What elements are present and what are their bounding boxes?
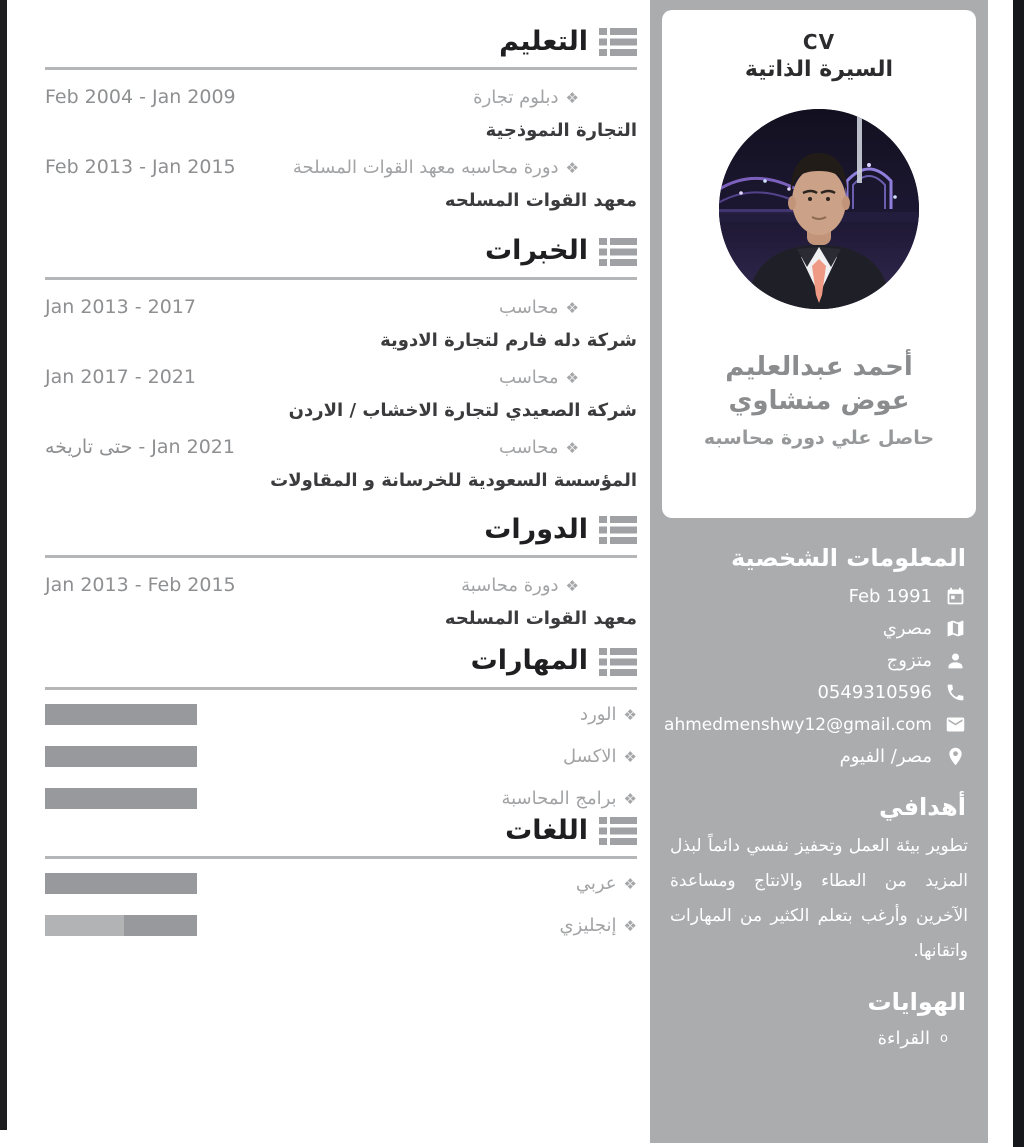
skill-label (563, 746, 637, 767)
language-row (45, 915, 637, 936)
info-row-email[interactable] (664, 714, 966, 735)
envelope-icon (945, 714, 966, 735)
language-level-fill (45, 873, 197, 894)
screen-edge-right (1013, 0, 1024, 1147)
skill-label-text: برامج المحاسبة (501, 787, 617, 809)
item-date: Jan 2017 - 2021 (45, 365, 196, 388)
info-row-birthdate (672, 586, 966, 607)
email-value[interactable]: ahmedmenshwy12@gmail.com (664, 714, 932, 735)
marital-status-value: متزوج (886, 650, 932, 671)
diamond-bullet-icon: ❖ (565, 577, 579, 596)
person-icon (945, 650, 966, 671)
section-skills (45, 643, 637, 808)
skill-label-text: الاكسل (563, 745, 617, 767)
diamond-bullet-icon: ❖ (623, 917, 637, 936)
item-title (473, 87, 579, 108)
cv-main-column (45, 0, 637, 936)
skill-level-bar (45, 788, 197, 809)
item-title-text: محاسب (499, 296, 559, 318)
location-icon (945, 746, 966, 767)
item-date: Feb 2013 - Jan 2015 (45, 156, 236, 179)
language-level-bar (45, 915, 197, 936)
person-name: أحمد عبدالعليم عوض منشاوي (725, 352, 913, 416)
section-title: المهارات (470, 645, 588, 677)
item-title (499, 437, 579, 458)
item-title-text: دورة محاسبة (461, 575, 559, 597)
section-title: اللغات (505, 814, 588, 846)
cv-title-en: CV (802, 30, 836, 54)
item-organization: شركة الصعيدي لتجارة الاخشاب / الاردن (288, 399, 637, 421)
calendar-icon (945, 586, 966, 607)
skill-row (45, 704, 637, 725)
section-divider (45, 687, 637, 690)
item-title-text: دبلوم تجارة (473, 87, 559, 109)
skill-level-fill (45, 788, 197, 809)
item-top-row (45, 86, 637, 108)
phone-value[interactable]: 0549310596 (817, 682, 932, 703)
language-row (45, 873, 637, 894)
diamond-bullet-icon: ❖ (565, 159, 579, 178)
item-title-text: محاسب (499, 436, 559, 458)
hobby-text: القراءة (877, 1028, 931, 1050)
skill-level-bar (45, 704, 197, 725)
item-title (499, 297, 579, 318)
diamond-bullet-icon: ❖ (565, 368, 579, 387)
profile-card (662, 10, 976, 518)
item-date: Jan 2013 - 2017 (45, 295, 196, 318)
experience-item (45, 296, 637, 351)
section-title: الدورات (484, 513, 588, 545)
language-label (576, 873, 637, 894)
person-subtitle: حاصل علي دورة محاسبه (703, 426, 935, 449)
experience-items (45, 296, 637, 491)
screen-edge-left (0, 0, 7, 1130)
item-title (461, 575, 579, 596)
item-top-row (45, 574, 637, 596)
objectives-text: تطوير بيئة العمل وتحفيز نفسي دائماً لبذل المزيد من العطاء والانتاج ومساعدة الآخرين وأرغب بتعلم الكثير من المهارات واتقانها. (670, 836, 968, 961)
circle-bullet-icon: o (940, 1031, 948, 1047)
item-organization: المؤسسة السعودية للخرسانة و المقاولات (270, 469, 637, 491)
phone-icon (945, 682, 966, 703)
skill-row (45, 746, 637, 767)
list-icon (599, 647, 637, 677)
diamond-bullet-icon: ❖ (565, 89, 579, 108)
section-divider (45, 277, 637, 280)
item-top-row (45, 366, 637, 388)
section-languages (45, 813, 637, 936)
diamond-bullet-icon: ❖ (565, 438, 579, 457)
item-title-text: دورة محاسبه معهد القوات المسلحة (292, 157, 559, 179)
location-value: مصر/ الفيوم (839, 746, 932, 767)
section-courses (45, 512, 637, 629)
section-courses-header (45, 512, 637, 548)
item-top-row (45, 296, 637, 318)
language-bars (45, 873, 637, 936)
section-education (45, 24, 637, 211)
experience-item (45, 366, 637, 421)
diamond-bullet-icon: ❖ (623, 789, 637, 808)
personal-info-title: المعلومات الشخصية (730, 544, 966, 572)
hobby-item (690, 1028, 948, 1049)
diamond-bullet-icon: ❖ (623, 747, 637, 766)
item-top-row (45, 436, 637, 458)
language-label (560, 915, 638, 936)
item-date: Jan 2021 - حتى تاريخه (45, 435, 235, 458)
personal-info-rows (664, 586, 966, 767)
info-row-location (672, 746, 966, 767)
section-experience (45, 233, 637, 490)
section-divider (45, 67, 637, 70)
cv-title-ar: السيرة الذاتية (744, 57, 894, 82)
section-title: التعليم (499, 26, 588, 57)
map-icon (945, 618, 966, 639)
item-title-text: محاسب (499, 366, 559, 388)
item-title (293, 157, 579, 178)
profile-photo (719, 109, 919, 309)
diamond-bullet-icon: ❖ (623, 705, 637, 724)
cv-sidebar (650, 0, 988, 1143)
list-icon (599, 515, 637, 545)
education-items (45, 86, 637, 211)
skill-level-fill (45, 704, 197, 725)
birthdate-value: Feb 1991 (848, 586, 932, 607)
section-languages-header (45, 813, 637, 849)
section-divider (45, 555, 637, 558)
section-skills-header (45, 643, 637, 679)
info-row-marital-status (672, 650, 966, 671)
language-label-text: عربي (575, 873, 617, 895)
item-title (499, 367, 579, 388)
section-divider (45, 856, 637, 859)
course-item (45, 574, 637, 629)
skill-row (45, 788, 637, 809)
diamond-bullet-icon: ❖ (623, 875, 637, 894)
item-date: Feb 2004 - Jan 2009 (45, 86, 236, 109)
list-icon (599, 27, 637, 57)
list-icon (599, 237, 637, 267)
language-level-bar (45, 873, 197, 894)
hobbies-title: الهوايات (867, 988, 966, 1017)
section-experience-header (45, 233, 637, 269)
item-top-row (45, 156, 637, 178)
experience-item (45, 436, 637, 491)
diamond-bullet-icon: ❖ (565, 298, 579, 317)
language-level-fill (124, 915, 197, 936)
info-row-nationality (672, 618, 966, 639)
nationality-value: مصري (882, 618, 932, 639)
section-education-header (45, 24, 637, 60)
education-item (45, 156, 637, 211)
skill-level-fill (45, 746, 197, 767)
list-icon (599, 816, 637, 846)
item-organization: معهد القوات المسلحه (444, 608, 637, 630)
education-item (45, 86, 637, 141)
language-label-text: إنجليزي (559, 915, 617, 937)
section-title: الخبرات (484, 235, 588, 267)
skill-label-text: الورد (580, 703, 617, 725)
skills-bars (45, 704, 637, 809)
courses-items (45, 574, 637, 629)
skill-label (501, 788, 637, 809)
objectives-title: أهدافي (879, 793, 966, 821)
item-date: Jan 2013 - Feb 2015 (45, 574, 236, 597)
info-row-phone[interactable] (672, 682, 966, 703)
skill-label (580, 704, 637, 725)
item-organization: التجارة النموذجية (485, 120, 637, 142)
item-organization: شركة دله فارم لتجارة الادوية (380, 329, 637, 351)
item-organization: معهد القوات المسلحه (444, 190, 637, 212)
skill-level-bar (45, 746, 197, 767)
